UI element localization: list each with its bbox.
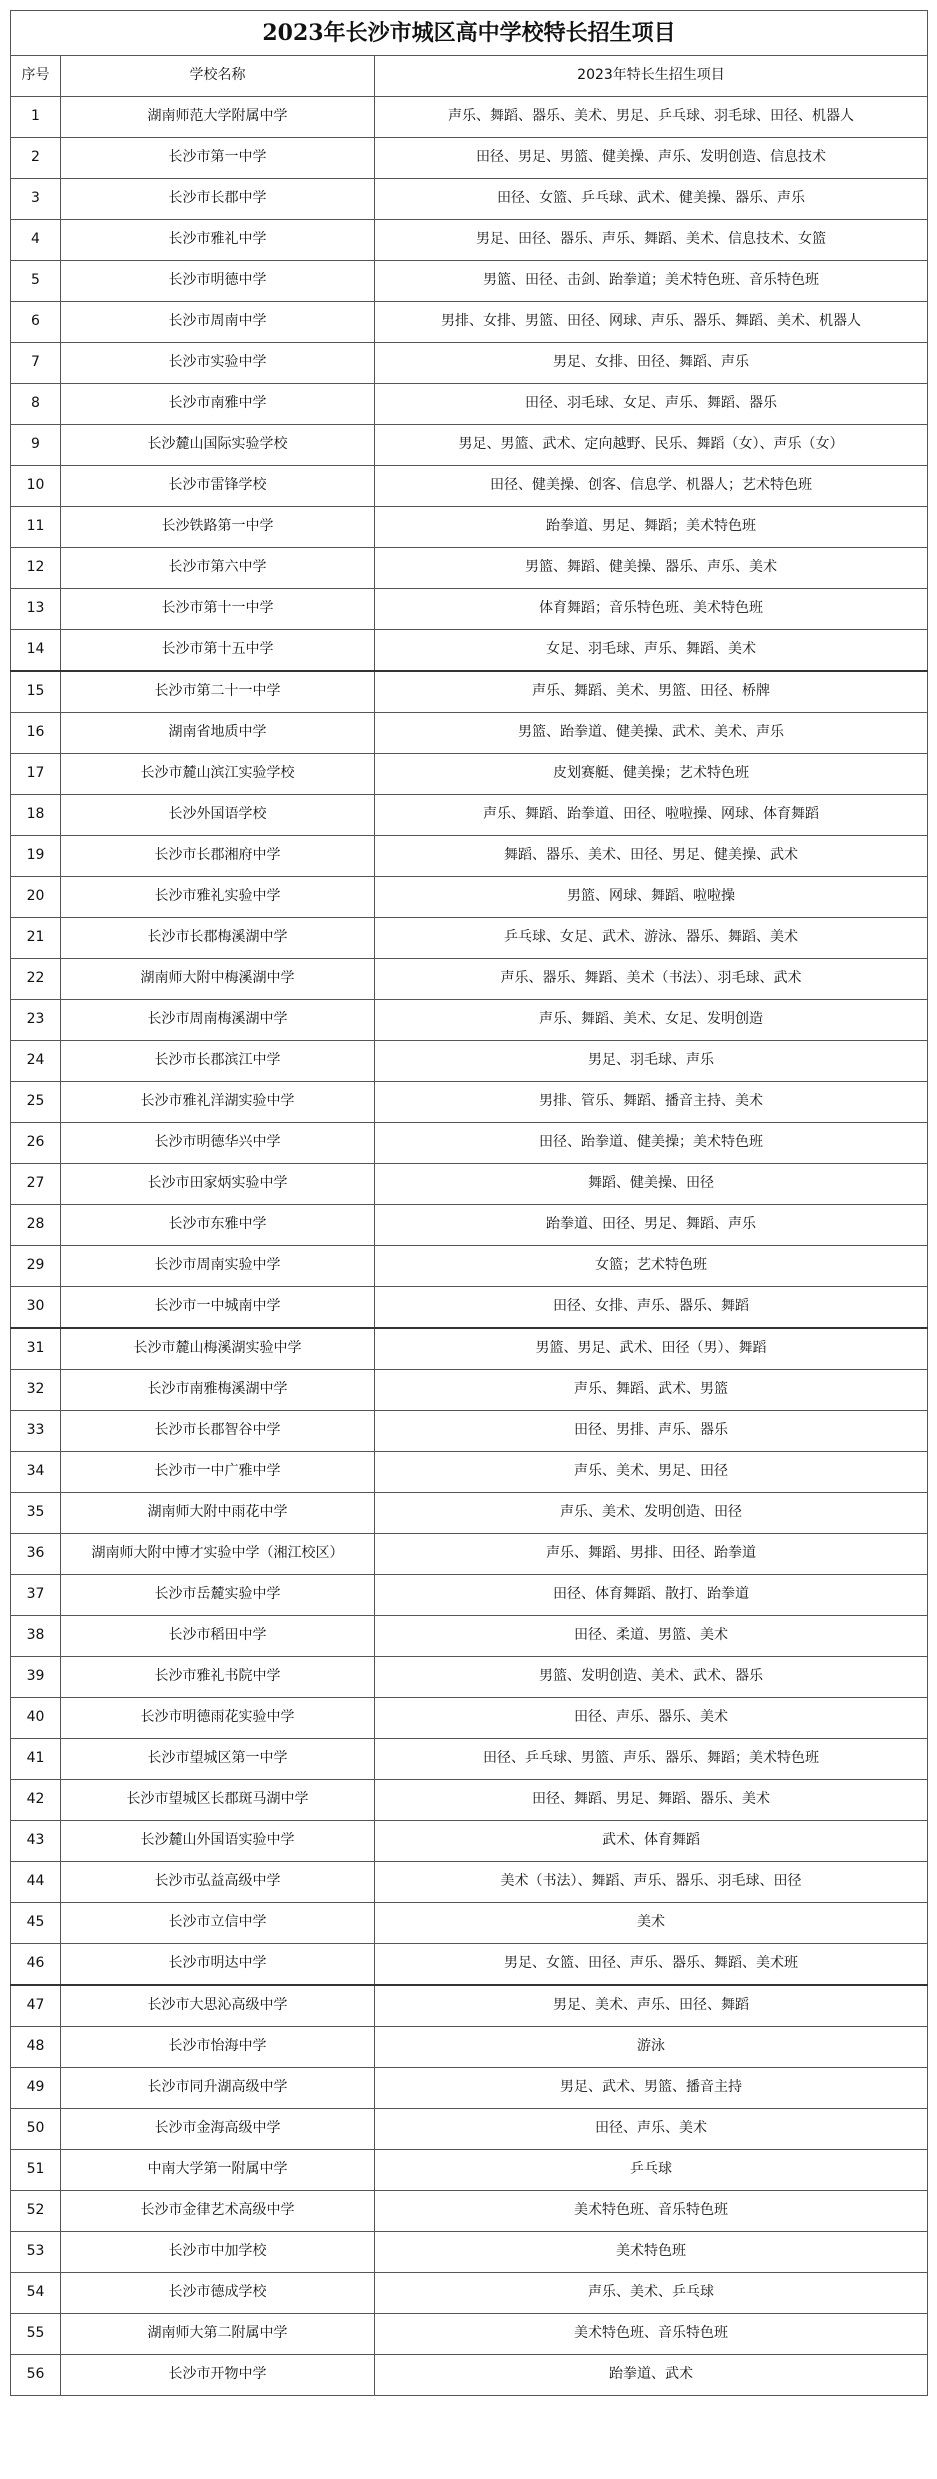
- school-name: 长沙市第六中学: [61, 548, 375, 589]
- document-sheet: [10, 10, 927, 2396]
- program-list: 美术（书法）、舞蹈、声乐、器乐、羽毛球、田径: [375, 1862, 928, 1903]
- program-list: 女篮；艺术特色班: [375, 1246, 928, 1287]
- school-name: 长沙市第十一中学: [61, 589, 375, 630]
- table-row: [11, 1246, 928, 1287]
- table-row: [11, 1534, 928, 1575]
- school-name: 长沙市周南中学: [61, 302, 375, 343]
- table-row: [11, 1493, 928, 1534]
- program-list: 舞蹈、健美操、田径: [375, 1164, 928, 1205]
- row-number: 19: [11, 836, 61, 877]
- row-number: 38: [11, 1616, 61, 1657]
- row-number: 22: [11, 959, 61, 1000]
- table-row: [11, 1041, 928, 1082]
- row-number: 45: [11, 1903, 61, 1944]
- program-list: 跆拳道、男足、舞蹈；美术特色班: [375, 507, 928, 548]
- program-list: 男篮、舞蹈、健美操、器乐、声乐、美术: [375, 548, 928, 589]
- table-row: [11, 220, 928, 261]
- program-list: 男篮、男足、武术、田径（男）、舞蹈: [375, 1328, 928, 1370]
- table-row: [11, 2273, 928, 2314]
- table-row: [11, 1944, 928, 1986]
- row-number: 35: [11, 1493, 61, 1534]
- table-row: [11, 507, 928, 548]
- table-row: [11, 1821, 928, 1862]
- school-name: 长沙市麓山滨江实验学校: [61, 754, 375, 795]
- school-name: 长沙市第十五中学: [61, 630, 375, 672]
- program-list: 田径、男足、男篮、健美操、声乐、发明创造、信息技术: [375, 138, 928, 179]
- row-number: 29: [11, 1246, 61, 1287]
- school-name: 长沙市周南实验中学: [61, 1246, 375, 1287]
- school-name: 长沙市明德中学: [61, 261, 375, 302]
- row-number: 52: [11, 2191, 61, 2232]
- table-row: [11, 343, 928, 384]
- school-name: 长沙市大思沁高级中学: [61, 1985, 375, 2027]
- table-row: [11, 1452, 928, 1493]
- table-row: [11, 2191, 928, 2232]
- school-name: 湖南师大附中雨花中学: [61, 1493, 375, 1534]
- row-number: 9: [11, 425, 61, 466]
- program-list: 声乐、舞蹈、器乐、美术、男足、乒乓球、羽毛球、田径、机器人: [375, 97, 928, 138]
- table-row: [11, 1575, 928, 1616]
- table-row: [11, 548, 928, 589]
- school-name: 长沙市一中城南中学: [61, 1287, 375, 1329]
- school-name: 长沙市麓山梅溪湖实验中学: [61, 1328, 375, 1370]
- row-number: 55: [11, 2314, 61, 2355]
- row-number: 32: [11, 1370, 61, 1411]
- table-row: [11, 836, 928, 877]
- row-number: 36: [11, 1534, 61, 1575]
- program-list: 田径、男排、声乐、器乐: [375, 1411, 928, 1452]
- program-list: 田径、舞蹈、男足、舞蹈、器乐、美术: [375, 1780, 928, 1821]
- row-number: 43: [11, 1821, 61, 1862]
- program-list: 跆拳道、武术: [375, 2355, 928, 2396]
- table-body: [11, 97, 928, 2396]
- school-name: 长沙市长郡智谷中学: [61, 1411, 375, 1452]
- table-row: [11, 795, 928, 836]
- row-number: 16: [11, 713, 61, 754]
- program-list: 声乐、美术、乒乓球: [375, 2273, 928, 2314]
- table-row: [11, 2232, 928, 2273]
- school-name: 长沙市南雅梅溪湖中学: [61, 1370, 375, 1411]
- table-row: [11, 1862, 928, 1903]
- header-school: 学校名称: [61, 56, 375, 97]
- row-number: 7: [11, 343, 61, 384]
- program-list: 田径、女排、声乐、器乐、舞蹈: [375, 1287, 928, 1329]
- program-list: 声乐、器乐、舞蹈、美术（书法）、羽毛球、武术: [375, 959, 928, 1000]
- school-name: 长沙市怡海中学: [61, 2027, 375, 2068]
- row-number: 46: [11, 1944, 61, 1986]
- program-list: 田径、体育舞蹈、散打、跆拳道: [375, 1575, 928, 1616]
- table-row: [11, 959, 928, 1000]
- school-name: 长沙市长郡梅溪湖中学: [61, 918, 375, 959]
- table-row: [11, 1082, 928, 1123]
- table-row: [11, 261, 928, 302]
- school-name: 长沙市田家炳实验中学: [61, 1164, 375, 1205]
- program-list: 声乐、舞蹈、武术、男篮: [375, 1370, 928, 1411]
- row-number: 12: [11, 548, 61, 589]
- school-name: 长沙市望城区长郡斑马湖中学: [61, 1780, 375, 1821]
- school-name: 长沙市长郡滨江中学: [61, 1041, 375, 1082]
- table-row: [11, 2027, 928, 2068]
- school-name: 长沙铁路第一中学: [61, 507, 375, 548]
- row-number: 39: [11, 1657, 61, 1698]
- school-name: 湖南师大附中梅溪湖中学: [61, 959, 375, 1000]
- row-number: 30: [11, 1287, 61, 1329]
- row-number: 33: [11, 1411, 61, 1452]
- program-list: 男篮、网球、舞蹈、啦啦操: [375, 877, 928, 918]
- program-list: 武术、体育舞蹈: [375, 1821, 928, 1862]
- row-number: 48: [11, 2027, 61, 2068]
- table-row: [11, 97, 928, 138]
- row-number: 40: [11, 1698, 61, 1739]
- program-list: 男足、武术、男篮、播音主持: [375, 2068, 928, 2109]
- programs-table: [10, 10, 928, 2396]
- school-name: 长沙市中加学校: [61, 2232, 375, 2273]
- row-number: 53: [11, 2232, 61, 2273]
- table-row: [11, 1205, 928, 1246]
- table-row: [11, 1903, 928, 1944]
- row-number: 15: [11, 671, 61, 713]
- school-name: 湖南师大第二附属中学: [61, 2314, 375, 2355]
- school-name: 长沙市雷锋学校: [61, 466, 375, 507]
- school-name: 长沙市第二十一中学: [61, 671, 375, 713]
- header-no: 序号: [11, 56, 61, 97]
- row-number: 17: [11, 754, 61, 795]
- table-row: [11, 2314, 928, 2355]
- program-list: 男足、田径、器乐、声乐、舞蹈、美术、信息技术、女篮: [375, 220, 928, 261]
- table-row: [11, 138, 928, 179]
- school-name: 长沙市立信中学: [61, 1903, 375, 1944]
- program-list: 女足、羽毛球、声乐、舞蹈、美术: [375, 630, 928, 672]
- school-name: 长沙市雅礼洋湖实验中学: [61, 1082, 375, 1123]
- program-list: 男排、管乐、舞蹈、播音主持、美术: [375, 1082, 928, 1123]
- program-list: 田径、声乐、器乐、美术: [375, 1698, 928, 1739]
- row-number: 20: [11, 877, 61, 918]
- school-name: 长沙市南雅中学: [61, 384, 375, 425]
- program-list: 男篮、跆拳道、健美操、武术、美术、声乐: [375, 713, 928, 754]
- program-list: 声乐、舞蹈、美术、女足、发明创造: [375, 1000, 928, 1041]
- school-name: 长沙市明德雨花实验中学: [61, 1698, 375, 1739]
- row-number: 11: [11, 507, 61, 548]
- program-list: 声乐、舞蹈、跆拳道、田径、啦啦操、网球、体育舞蹈: [375, 795, 928, 836]
- program-list: 田径、乒乓球、男篮、声乐、器乐、舞蹈；美术特色班: [375, 1739, 928, 1780]
- school-name: 长沙市金律艺术高级中学: [61, 2191, 375, 2232]
- row-number: 2: [11, 138, 61, 179]
- program-list: 美术特色班: [375, 2232, 928, 2273]
- table-row: [11, 1411, 928, 1452]
- program-list: 皮划赛艇、健美操；艺术特色班: [375, 754, 928, 795]
- program-list: 跆拳道、田径、男足、舞蹈、声乐: [375, 1205, 928, 1246]
- program-list: 美术: [375, 1903, 928, 1944]
- program-list: 田径、柔道、男篮、美术: [375, 1616, 928, 1657]
- school-name: 湖南师范大学附属中学: [61, 97, 375, 138]
- row-number: 47: [11, 1985, 61, 2027]
- table-row: [11, 1370, 928, 1411]
- table-row: [11, 1287, 928, 1329]
- program-list: 体育舞蹈；音乐特色班、美术特色班: [375, 589, 928, 630]
- school-name: 长沙市长郡湘府中学: [61, 836, 375, 877]
- table-row: [11, 1164, 928, 1205]
- table-row: [11, 1698, 928, 1739]
- school-name: 长沙市岳麓实验中学: [61, 1575, 375, 1616]
- program-list: 游泳: [375, 2027, 928, 2068]
- program-list: 田径、健美操、创客、信息学、机器人；艺术特色班: [375, 466, 928, 507]
- school-name: 中南大学第一附属中学: [61, 2150, 375, 2191]
- row-number: 10: [11, 466, 61, 507]
- program-list: 舞蹈、器乐、美术、田径、男足、健美操、武术: [375, 836, 928, 877]
- row-number: 31: [11, 1328, 61, 1370]
- table-row: [11, 754, 928, 795]
- row-number: 23: [11, 1000, 61, 1041]
- school-name: 长沙市实验中学: [61, 343, 375, 384]
- table-row: [11, 384, 928, 425]
- table-row: [11, 1657, 928, 1698]
- row-number: 37: [11, 1575, 61, 1616]
- table-row: [11, 1616, 928, 1657]
- school-name: 长沙市雅礼书院中学: [61, 1657, 375, 1698]
- row-number: 28: [11, 1205, 61, 1246]
- row-number: 1: [11, 97, 61, 138]
- school-name: 长沙市第一中学: [61, 138, 375, 179]
- row-number: 41: [11, 1739, 61, 1780]
- table-row: [11, 877, 928, 918]
- table-row: [11, 2150, 928, 2191]
- table-row: [11, 2068, 928, 2109]
- school-name: 湖南师大附中博才实验中学（湘江校区）: [61, 1534, 375, 1575]
- row-number: 24: [11, 1041, 61, 1082]
- school-name: 长沙麓山国际实验学校: [61, 425, 375, 466]
- program-list: 男足、男篮、武术、定向越野、民乐、舞蹈（女）、声乐（女）: [375, 425, 928, 466]
- program-list: 声乐、美术、发明创造、田径: [375, 1493, 928, 1534]
- program-list: 美术特色班、音乐特色班: [375, 2191, 928, 2232]
- school-name: 长沙市明达中学: [61, 1944, 375, 1986]
- row-number: 13: [11, 589, 61, 630]
- program-list: 男足、女篮、田径、声乐、器乐、舞蹈、美术班: [375, 1944, 928, 1986]
- school-name: 长沙市金海高级中学: [61, 2109, 375, 2150]
- program-list: 田径、羽毛球、女足、声乐、舞蹈、器乐: [375, 384, 928, 425]
- school-name: 长沙市同升湖高级中学: [61, 2068, 375, 2109]
- program-list: 乒乓球、女足、武术、游泳、器乐、舞蹈、美术: [375, 918, 928, 959]
- table-row: [11, 466, 928, 507]
- school-name: 长沙市周南梅溪湖中学: [61, 1000, 375, 1041]
- program-list: 声乐、美术、男足、田径: [375, 1452, 928, 1493]
- table-row: [11, 179, 928, 220]
- row-number: 49: [11, 2068, 61, 2109]
- program-list: 田径、跆拳道、健美操；美术特色班: [375, 1123, 928, 1164]
- school-name: 长沙市望城区第一中学: [61, 1739, 375, 1780]
- table-row: [11, 1780, 928, 1821]
- program-list: 声乐、舞蹈、男排、田径、跆拳道: [375, 1534, 928, 1575]
- program-list: 男足、女排、田径、舞蹈、声乐: [375, 343, 928, 384]
- program-list: 田径、女篮、乒乓球、武术、健美操、器乐、声乐: [375, 179, 928, 220]
- table-row: [11, 918, 928, 959]
- table-row: [11, 2109, 928, 2150]
- program-list: 男篮、田径、击剑、跆拳道；美术特色班、音乐特色班: [375, 261, 928, 302]
- program-list: 美术特色班、音乐特色班: [375, 2314, 928, 2355]
- program-list: 声乐、舞蹈、美术、男篮、田径、桥牌: [375, 671, 928, 713]
- program-list: 男排、女排、男篮、田径、网球、声乐、器乐、舞蹈、美术、机器人: [375, 302, 928, 343]
- table-row: [11, 589, 928, 630]
- school-name: 长沙麓山外国语实验中学: [61, 1821, 375, 1862]
- table-row: [11, 1985, 928, 2027]
- row-number: 42: [11, 1780, 61, 1821]
- school-name: 长沙市开物中学: [61, 2355, 375, 2396]
- row-number: 3: [11, 179, 61, 220]
- school-name: 长沙市稻田中学: [61, 1616, 375, 1657]
- school-name: 长沙市德成学校: [61, 2273, 375, 2314]
- row-number: 21: [11, 918, 61, 959]
- school-name: 湖南省地质中学: [61, 713, 375, 754]
- row-number: 25: [11, 1082, 61, 1123]
- row-number: 26: [11, 1123, 61, 1164]
- row-number: 50: [11, 2109, 61, 2150]
- program-list: 田径、声乐、美术: [375, 2109, 928, 2150]
- table-row: [11, 671, 928, 713]
- school-name: 长沙市弘益高级中学: [61, 1862, 375, 1903]
- table-row: [11, 1739, 928, 1780]
- table-row: [11, 425, 928, 466]
- table-row: [11, 630, 928, 672]
- table-row: [11, 2355, 928, 2396]
- row-number: 5: [11, 261, 61, 302]
- school-name: 长沙市明德华兴中学: [61, 1123, 375, 1164]
- table-row: [11, 302, 928, 343]
- row-number: 56: [11, 2355, 61, 2396]
- row-number: 51: [11, 2150, 61, 2191]
- row-number: 44: [11, 1862, 61, 1903]
- program-list: 男足、羽毛球、声乐: [375, 1041, 928, 1082]
- header-programs: 2023年特长生招生项目: [375, 56, 928, 97]
- table-row: [11, 1000, 928, 1041]
- school-name: 长沙外国语学校: [61, 795, 375, 836]
- row-number: 54: [11, 2273, 61, 2314]
- table-row: [11, 1123, 928, 1164]
- school-name: 长沙市东雅中学: [61, 1205, 375, 1246]
- row-number: 6: [11, 302, 61, 343]
- school-name: 长沙市长郡中学: [61, 179, 375, 220]
- row-number: 34: [11, 1452, 61, 1493]
- program-list: 男篮、发明创造、美术、武术、器乐: [375, 1657, 928, 1698]
- school-name: 长沙市雅礼实验中学: [61, 877, 375, 918]
- school-name: 长沙市一中广雅中学: [61, 1452, 375, 1493]
- row-number: 8: [11, 384, 61, 425]
- table-title: 2023年长沙市城区高中学校特长招生项目: [11, 11, 928, 56]
- row-number: 14: [11, 630, 61, 672]
- row-number: 4: [11, 220, 61, 261]
- program-list: 男足、美术、声乐、田径、舞蹈: [375, 1985, 928, 2027]
- table-row: [11, 713, 928, 754]
- row-number: 27: [11, 1164, 61, 1205]
- program-list: 乒乓球: [375, 2150, 928, 2191]
- row-number: 18: [11, 795, 61, 836]
- table-row: [11, 1328, 928, 1370]
- school-name: 长沙市雅礼中学: [61, 220, 375, 261]
